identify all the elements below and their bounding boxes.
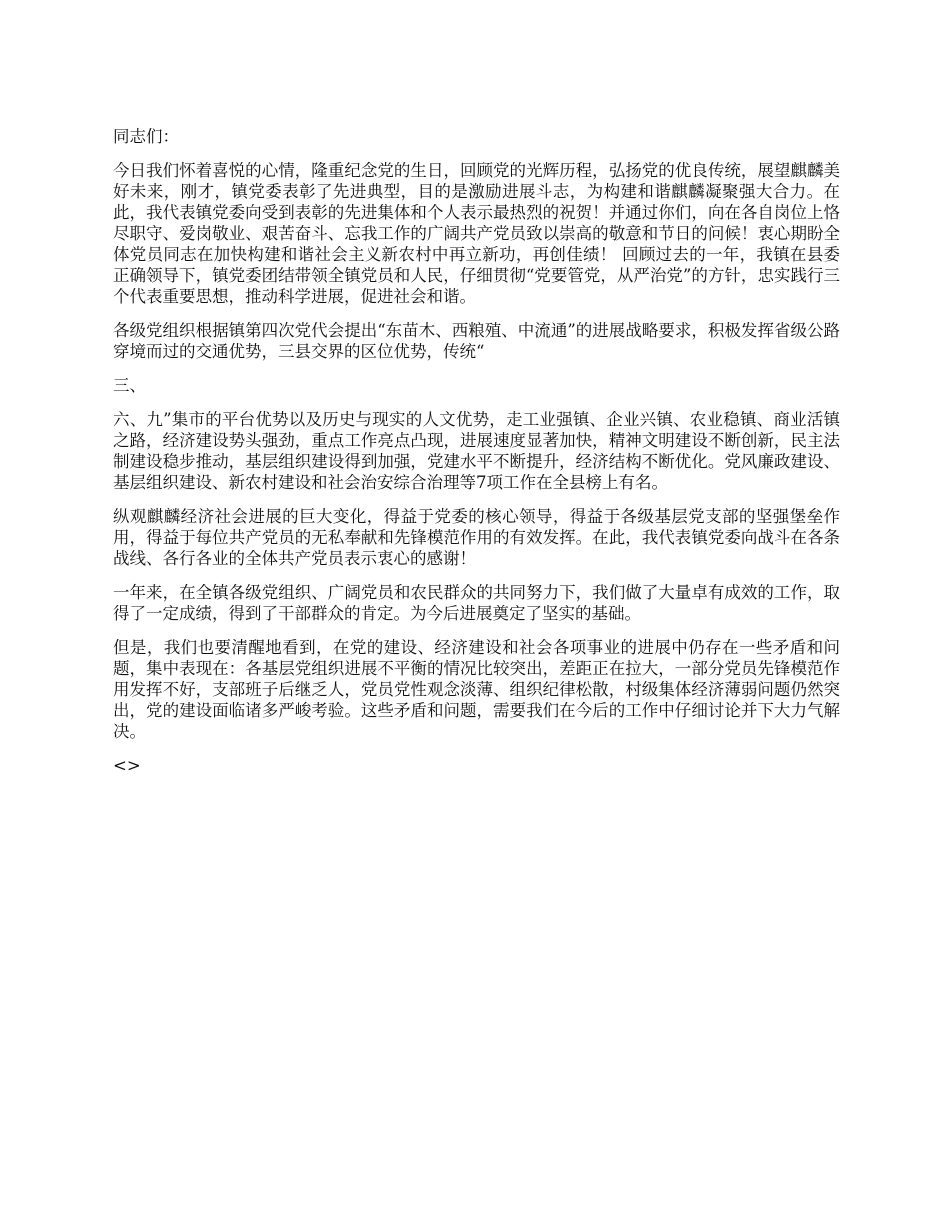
paragraph-opening: 今日我们怀着喜悦的心情，隆重纪念党的生日，回顾党的光辉历程，弘扬党的优良传统，展望麒麟美好未来，刚才，镇党委表彰了先进典型，目的是激励进展斗志，为构建和谐麒麟凝聚强大合力。在此，我代表镇党委向受到表彰的先进集体和个人表示最热烈的祝贺！并通过你们，向在各自岗位上恪尽职守、爱岗敬业、艰苦奋斗、忘我工作的广阔共产党员致以崇高的敬意和节日的问候！衷心期盼全体党员同志在加快构建和谐社会主义新农村中再立新功，再创佳绩！ 回顾过去的一年，我镇在县委正确领导下，镇党委团结带领全镇党员和人民，仔细贯彻“党要管党，从严治党”的方针，忠实践行三个代表重要思想，推动科学进展，促进社会和谐。	[113, 161, 840, 306]
paragraph-problems: 但是，我们也要清醒地看到，在党的建设、经济建设和社会各项事业的进展中仍存在一些矛盾和问题，集中表现在：各基层党组织进展不平衡的情况比较突出，差距正在拉大，一部分党员先锋模范作用发挥不好，支部班子后继乏人，党员党性观念淡薄、组织纪律松散，村级集体经济薄弱问题仍然突出，党的建设面临诸多严峻考验。这些矛盾和问题，需要我们在今后的工作中仔细讨论并下大力气解决。	[113, 638, 840, 741]
document-body	[113, 126, 840, 789]
paragraph-achievements: 六、九”集市的平台优势以及历史与现实的人文优势，走工业强镇、企业兴镇、农业稳镇、商业活镇之路，经济建设势头强劲，重点工作亮点凸现，进展速度显著加快，精神文明建设不断创新，民主法制建设稳步推动，基层组织建设得到加强，党建水平不断提升，经济结构不断优化。党风廉政建设、基层组织建设、新农村建设和社会治安综合治理等7项工作在全县榜上有名。	[113, 410, 840, 492]
paragraph-end-marker: <>	[113, 756, 141, 775]
paragraph-summary: 一年来，在全镇各级党组织、广阔党员和农民群众的共同努力下，我们做了大量卓有成效的工作，取得了一定成绩，得到了干部群众的肯定。为今后进展奠定了坚实的基础。	[113, 583, 840, 623]
paragraph-fragment: 三、	[113, 376, 146, 395]
salutation: 同志们：	[113, 127, 179, 146]
paragraph-gratitude: 纵观麒麟经济社会进展的巨大变化，得益于党委的核心领导，得益于各级基层党支部的坚强堡垒作用，得益于每位共产党员的无私奉献和先锋模范作用的有效发挥。在此，我代表镇党委向战斗在各条战线、各行各业的全体共产党员表示衷心的感谢！	[113, 507, 840, 568]
paragraph-strategy: 各级党组织根据镇第四次党代会提出“东苗木、西粮殖、中流通”的进展战略要求，积极发挥省级公路穿境而过的交通优势，三县交界的区位优势，传统“	[113, 321, 840, 361]
